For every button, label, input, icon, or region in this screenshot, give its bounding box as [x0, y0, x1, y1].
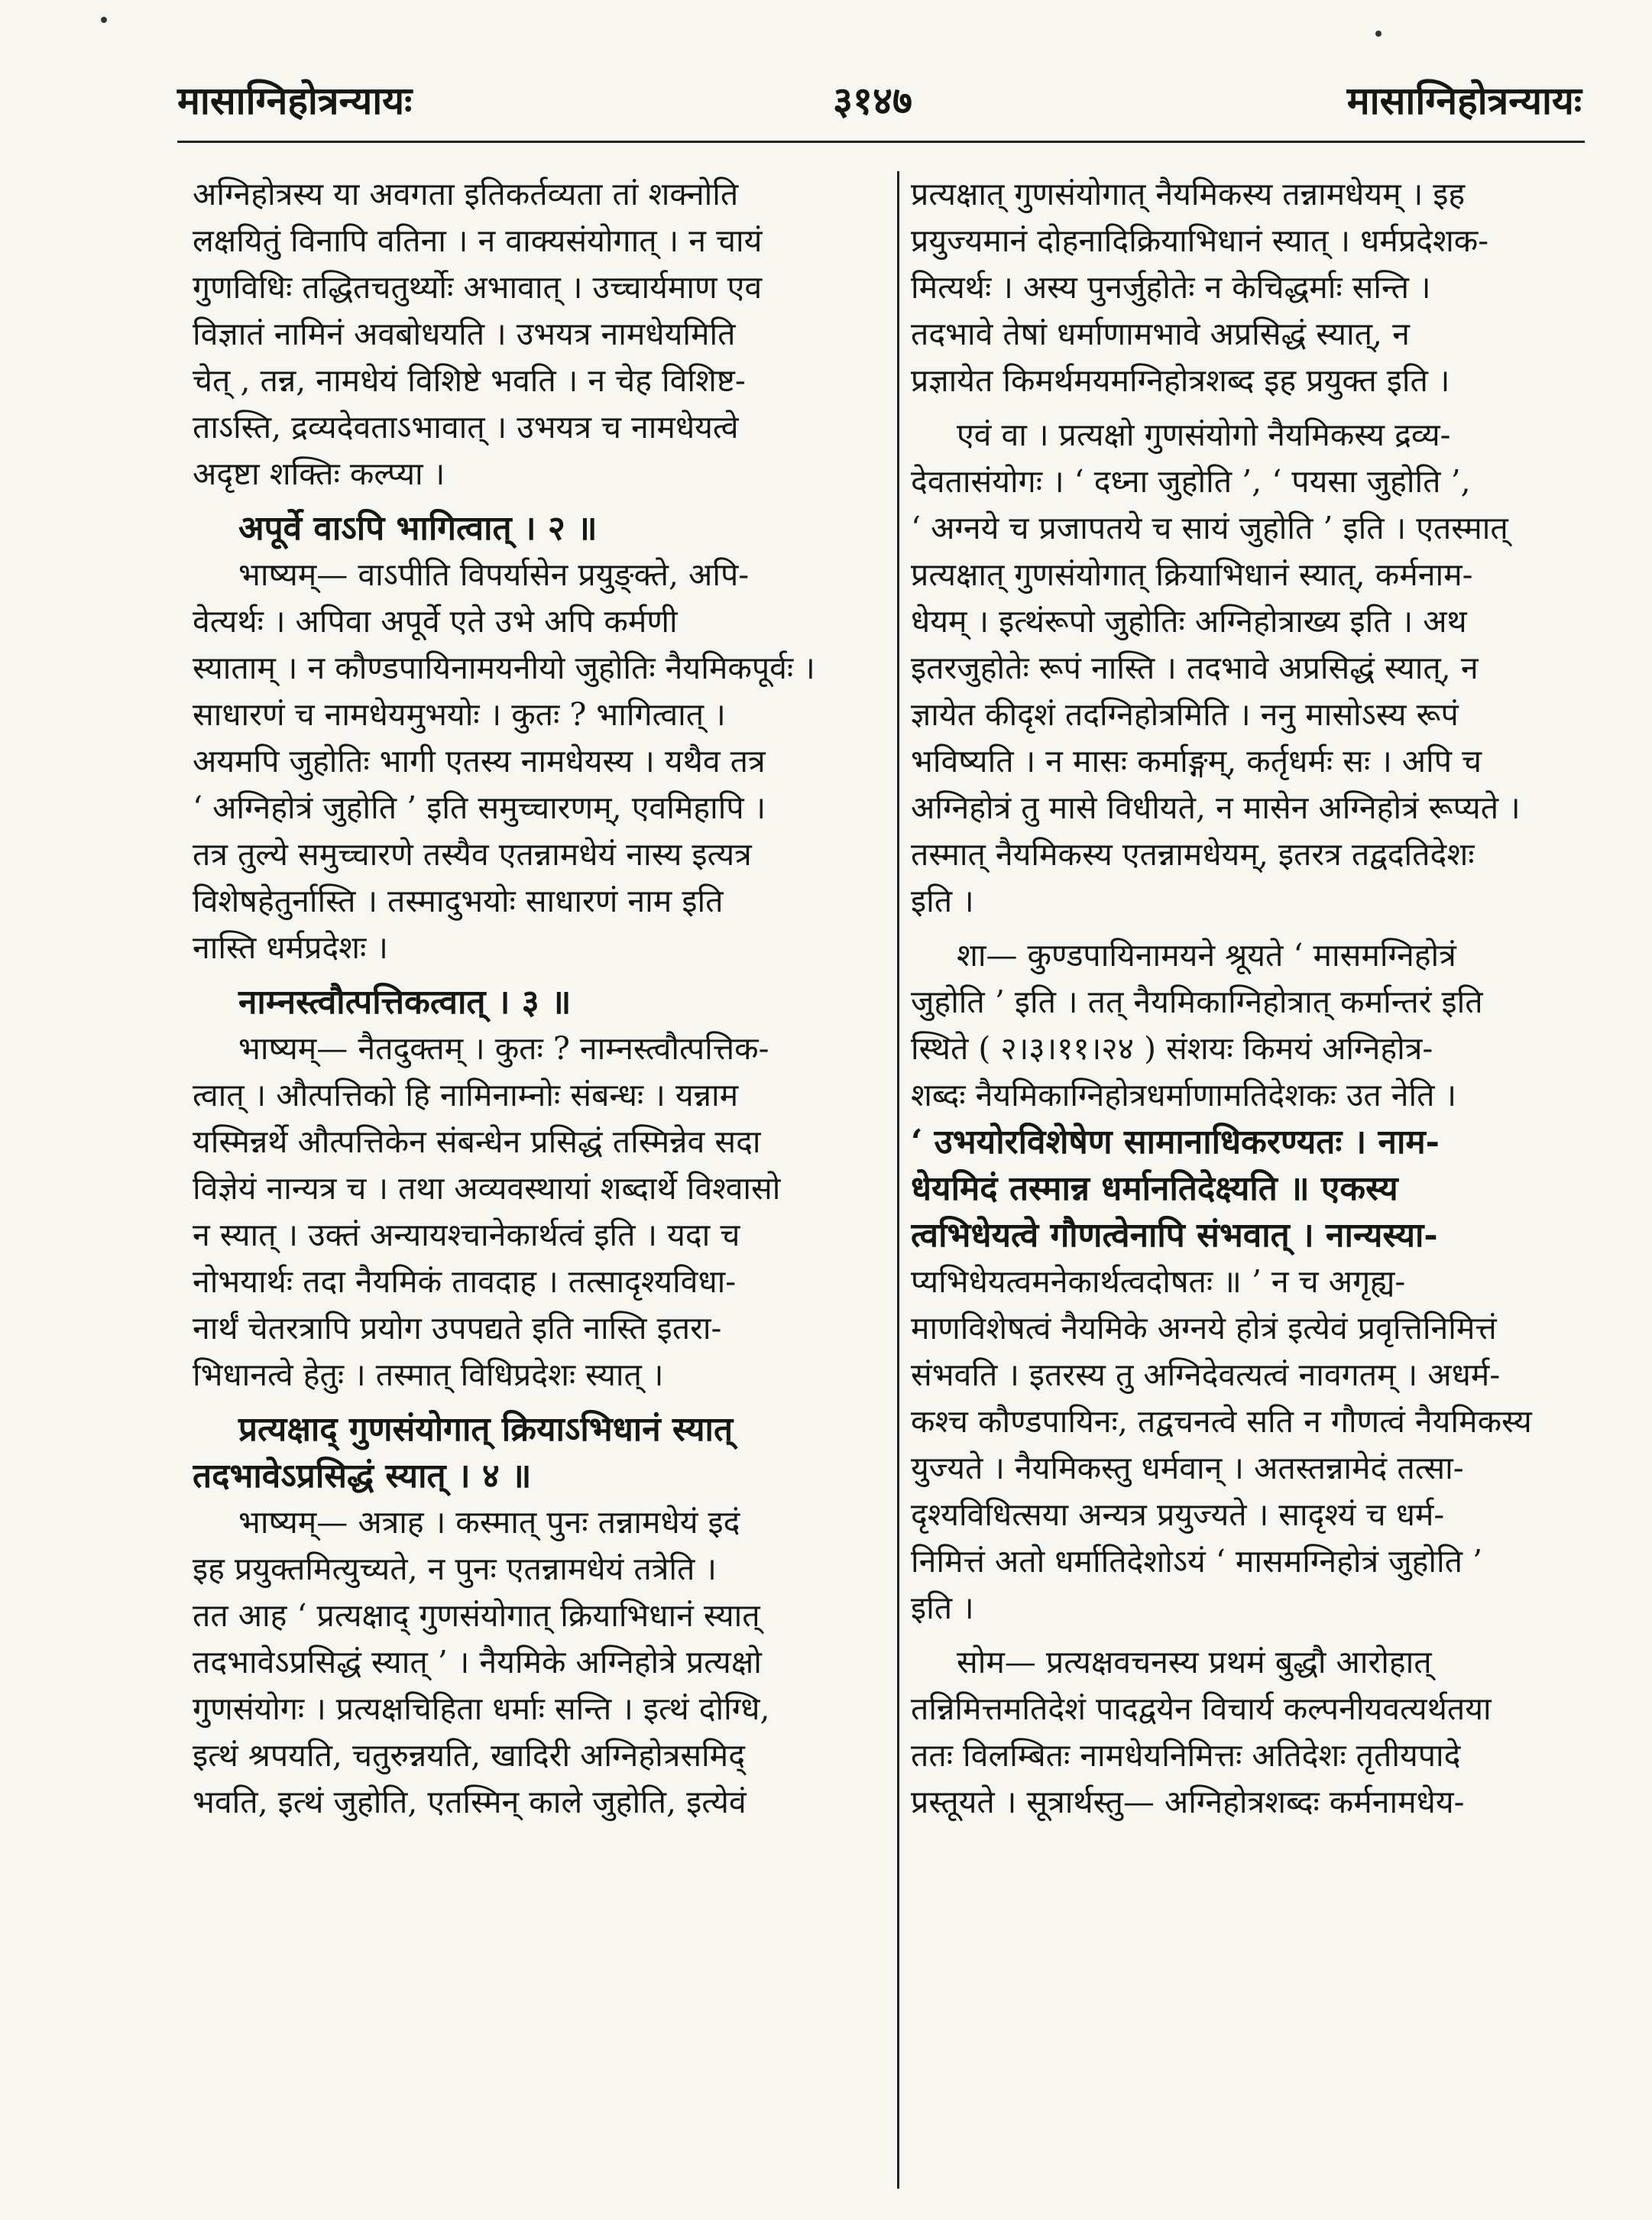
text-line: दृश्यविधित्सया अन्यत्र प्रयुज्यते । सादृश्यं च धर्म- [911, 1496, 1445, 1533]
text-line: भविष्यति । न मासः कर्माङ्गम्, कर्तृधर्मः सः । अपि च [911, 743, 1482, 779]
text-line: वेत्यर्थः । अपिवा अपूर्वे एते उभे अपि कर्मणी [193, 603, 678, 640]
text-line: देवतासंयोगः । ‘ दध्ना जुहोति ’, ‘ पयसा जुहोति ’, [911, 463, 1471, 500]
text-line: नोभयार्थः तदा नैयमिकं तावदाह । तत्सादृश्यविधा- [193, 1263, 737, 1300]
text-line: ज्ञायेत कीदृशं तदग्निहोत्रमिति । ननु मासोऽस्य रूपं [911, 696, 1459, 733]
verse-line: धेयमिदं तस्मान्न धर्मानतिदेक्ष्यति ॥ एकस्य [911, 1169, 1398, 1208]
text-line: सोम— प्रत्यक्षवचनस्य प्रथमं बुद्धौ आरोहात् [957, 1644, 1432, 1680]
sutra-heading: अपूर्वे वाऽपि भागित्वात् । २ ॥ [238, 509, 598, 548]
text-line: लक्षयितुं विनापि वतिना । न वाक्यसंयोगात् । न चायं [193, 222, 763, 259]
text-line: नार्थं चेतरत्रापि प्रयोग उपपद्यते इति नास्ति इतरा- [193, 1310, 722, 1347]
text-line: तदभावे तेषां धर्माणामभावे अप्रसिद्धं स्यात्, न [911, 316, 1410, 352]
text-line: विशेषहेतुर्नास्ति । तस्मादुभयोः साधारणं नाम इति [193, 883, 724, 919]
text-line: भाष्यम्— अत्राह । कस्मात् पुनः तन्नामधेयं इदं [238, 1504, 740, 1541]
text-line: चेत् , तन्न, नामधेयं विशिष्टे भवति । न चेह विशिष्ट- [193, 362, 746, 399]
text-line: एवं वा । प्रत्यक्षो गुणसंयोगो नैयमिकस्य द्रव्य- [957, 416, 1451, 453]
text-line: भाष्यम्— नैतदुक्तम् । कुतः ? नाम्नस्त्वौत्पत्तिक- [238, 1030, 769, 1067]
text-line: शब्दः नैयमिकाग्निहोत्रधर्माणामतिदेशकः उत नेति । [911, 1077, 1457, 1113]
running-header [0, 73, 1652, 142]
page-number: ३१४७ [833, 78, 912, 123]
text-line: प्रत्यक्षात् गुणसंयोगात् नैयमिकस्य तन्नामधेयम् । इह [911, 176, 1466, 212]
text-line: ताऽस्ति, द्रव्यदेवताऽभावात् । उभयत्र च नामधेयत्वे [193, 409, 739, 446]
text-line: भाष्यम्— वाऽपीति विपर्यासेन प्रयुङ्क्ते, अपि- [238, 556, 750, 593]
text-line: प्रयुज्यमानं दोहनादिक्रियाभिधानं स्यात् । धर्मप्रदेशक- [911, 222, 1489, 259]
text-line: तत्र तुल्ये समुच्चारणे तस्यैव एतन्नामधेयं नास्य इत्यत्र [193, 836, 752, 873]
text-line: शा— कुण्डपायिनामयने श्रूयते ‘ मासमग्निहोत्रं [957, 937, 1456, 974]
text-line: गुणसंयोगः । प्रत्यक्षचिहिता धर्माः सन्ति । इत्थं दोग्धि, [193, 1690, 770, 1727]
sutra-heading: प्रत्यक्षाद् गुणसंयोगात् क्रियाऽभिधानं स्यात् [238, 1410, 734, 1449]
text-line: इतरजुहोतेः रूपं नास्ति । तदभावे अप्रसिद्धं स्यात्, न [911, 650, 1479, 686]
text-line: इति । [911, 1590, 974, 1626]
text-line: तदभावेऽप्रसिद्धं स्यात् ’ । नैयमिके अग्निहोत्रे प्रत्यक्षो [193, 1644, 762, 1680]
left-column [193, 171, 886, 2196]
text-line: प्यभिधेयत्वमनेकार्थत्वदोषतः ॥ ’ न च अगृह्य- [911, 1263, 1406, 1300]
text-line: ‘ अग्नये च प्रजापतये च सायं जुहोति ’ इति । एतस्मात् [911, 510, 1508, 546]
text-line: प्रज्ञायेत किमर्थमयमग्निहोत्रशब्द इह प्रयुक्त इति । [911, 362, 1450, 399]
text-line: इत्थं श्रपयति, चतुरुन्नयति, खादिरी अग्निहोत्रसमिद् [193, 1737, 745, 1774]
text-line: अदृष्टा शक्तिः कल्प्या । [193, 455, 445, 492]
text-line: अग्निहोत्रस्य या अवगता इतिकर्तव्यता तां शक्नोति [193, 176, 739, 212]
text-line: युज्यते । नैयमिकस्तु धर्मवान् । अतस्तन्नामेदं तत्सा- [911, 1450, 1464, 1486]
text-line: गुणविधिः तद्धितचतुर्थ्योः अभावात् । उच्चार्यमाण एव [193, 269, 763, 306]
text-line: कश्च कौण्डपायिनः, तद्वचनत्वे सति न गौणत्वं नैयमिकस्य [911, 1403, 1532, 1440]
scan-speck [1375, 31, 1382, 37]
text-line: नास्ति धर्मप्रदेशः । [193, 929, 388, 966]
text-line: प्रत्यक्षात् गुणसंयोगात् क्रियाभिधानं स्यात्, कर्मनाम- [911, 556, 1473, 593]
header-title-left: मासाग्निहोत्रन्यायः [177, 78, 413, 123]
verse-line: त्वभिधेयत्वे गौणत्वेनापि संभवात् । नान्यस्या- [911, 1216, 1438, 1255]
text-line: धेयम् । इत्थंरूपो जुहोतिः अग्निहोत्राख्य इति । अथ [911, 603, 1467, 640]
text-line: इति । [911, 883, 974, 919]
column-divider [897, 171, 899, 2189]
text-line: त्वात् । औत्पत्तिको हि नामिनाम्नोः संबन्धः । यन्नाम [193, 1077, 739, 1113]
text-line: माणविशेषत्वं नैयमिके अग्नये होत्रं इत्येवं प्रवृत्तिनिमित्तं [911, 1310, 1497, 1347]
sutra-heading: तदभावेऽप्रसिद्धं स्यात् । ४ ॥ [193, 1457, 532, 1496]
text-line: अग्निहोत्रं तु मासे विधीयते, न मासेन अग्निहोत्रं रूप्यते । [911, 789, 1521, 826]
text-line: भिधानत्वे हेतुः । तस्मात् विधिप्रदेशः स्यात् । [193, 1356, 664, 1393]
text-line: साधारणं च नामधेयमुभयोः । कुतः ? भागित्वात् । [193, 696, 726, 733]
header-title-right: मासाग्निहोत्रन्यायः [1346, 78, 1582, 123]
text-line: इह प्रयुक्तमित्युच्यते, न पुनः एतन्नामधेयं तत्रेति । [193, 1551, 717, 1587]
sutra-heading: नाम्नस्त्वौत्पत्तिकत्वात् । ३ ॥ [238, 983, 572, 1022]
text-line: प्रस्तूयते । सूत्रार्थस्तु— अग्निहोत्रशब्दः कर्मनामधेय- [911, 1784, 1465, 1820]
text-line: स्थिते ( २।३।११।२४ ) संशयः किमयं अग्निहोत्र- [911, 1030, 1433, 1067]
right-column [911, 171, 1592, 2196]
text-line: मित्यर्थः । अस्य पुनर्जुहोतेः न केचिद्धर्माः सन्ति । [911, 269, 1431, 306]
header-rule [177, 141, 1585, 143]
text-line: तत आह ‘ प्रत्यक्षाद् गुणसंयोगात् क्रियाभिधानं स्यात् [193, 1597, 760, 1634]
text-line: जुहोति ’ इति । तत् नैयमिकाग्निहोत्रात् कर्मान्तरं इति [911, 984, 1483, 1020]
text-line: यस्मिन्नर्थे औत्पत्तिकेन संबन्धेन प्रसिद्धं तस्मिन्नेव सदा [193, 1123, 761, 1160]
text-line: तन्निमित्तमतिदेशं पादद्वयेन विचार्य कल्पनीयवत्यर्थतया [911, 1690, 1492, 1727]
text-line: न स्यात् । उक्तं अन्यायश्चानेकार्थत्वं इति । यदा च [193, 1217, 740, 1253]
text-line: विज्ञातं नामिनं अवबोधयति । उभयत्र नामधेयमिति [193, 316, 736, 352]
text-line: निमित्तं अतो धर्मातिदेशोऽयं ‘ मासमग्निहोत्रं जुहोति ’ [911, 1543, 1483, 1580]
text-line: स्याताम् । न कौण्डपायिनामयनीयो जुहोतिः नैयमिकपूर्वः । [193, 650, 815, 686]
text-line: ‘ अग्निहोत्रं जुहोति ’ इति समुच्चारणम्, एवमिहापि । [193, 789, 766, 826]
text-line: ततः विलम्बितः नामधेयनिमित्तः अतिदेशः तृतीयपादे [911, 1737, 1461, 1774]
text-line: भवति, इत्थं जुहोति, एतस्मिन् काले जुहोति, इत्येवं [193, 1784, 747, 1820]
text-line: विज्ञेयं नान्यत्र च । तथा अव्यवस्थायां शब्दार्थे विश्वासो [193, 1170, 781, 1207]
text-line: तस्मात् नैयमिकस्य एतन्नामधेयम्, इतरत्र तद्वदतिदेशः [911, 836, 1475, 873]
text-line: संभवति । इतरस्य तु अग्निदेवत्यत्वं नावगतम् । अधर्म- [911, 1356, 1501, 1393]
scan-speck [101, 17, 107, 23]
verse-line: ‘ उभयोरविशेषेण सामानाधिकरण्यतः । नाम- [911, 1123, 1440, 1162]
text-line: अयमपि जुहोतिः भागी एतस्य नामधेयस्य । यथैव तत्र [193, 743, 766, 779]
